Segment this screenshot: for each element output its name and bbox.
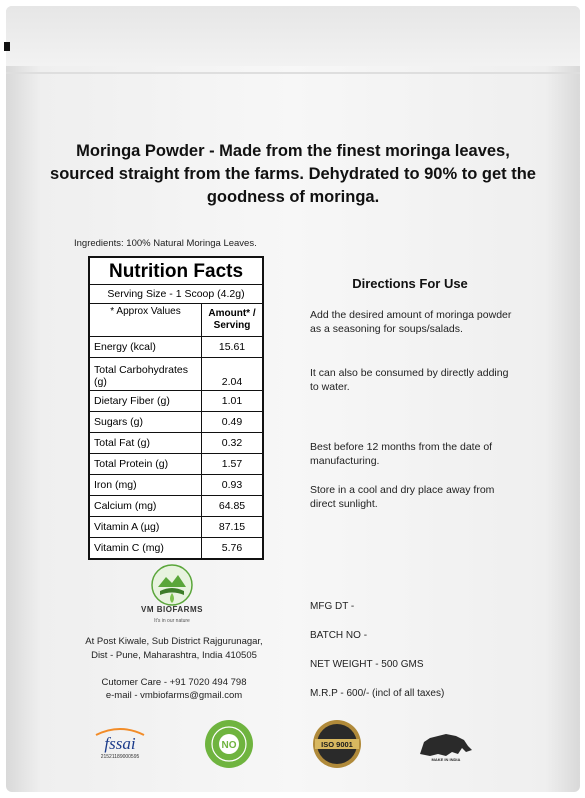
storage-text: Store in a cool and dry place away from direct sunlight. xyxy=(310,484,495,510)
nutrition-row xyxy=(90,538,262,559)
tear-notch xyxy=(4,42,10,51)
nutrition-row xyxy=(90,475,262,496)
directions-title: Directions For Use xyxy=(352,276,468,291)
nutrient-value: 64.85 xyxy=(202,496,263,517)
pouch-seal xyxy=(6,72,580,74)
nutrition-facts-panel xyxy=(88,256,264,560)
nutrient-label: Energy (kcal) xyxy=(90,337,202,358)
nutrition-header-row xyxy=(90,304,262,337)
nutrition-row xyxy=(90,496,262,517)
nutrition-row xyxy=(90,391,262,412)
nutrient-value: 0.32 xyxy=(202,433,263,454)
nutrient-value: 87.15 xyxy=(202,517,263,538)
customer-care: Cutomer Care - +91 7020 494 798 xyxy=(101,677,247,688)
nutrient-value: 15.61 xyxy=(202,337,263,358)
net-weight: NET WEIGHT - 500 GMS xyxy=(310,659,424,670)
iso-text: ISO 9001 xyxy=(321,740,353,749)
nutrient-label: Vitamin A (µg) xyxy=(90,517,202,538)
iso-9001-badge-icon xyxy=(311,718,363,770)
col-label-header: * Approx Values xyxy=(90,304,202,337)
nutrition-row xyxy=(90,454,262,475)
make-in-india-text: MAKE IN INDIA xyxy=(431,757,461,762)
fssai-text: fssai xyxy=(104,734,136,753)
nutrition-row xyxy=(90,517,262,538)
mrp: M.R.P - 600/- (incl of all taxes) xyxy=(310,688,445,699)
make-in-india-lion-icon xyxy=(416,728,476,762)
nutrient-label: Sugars (g) xyxy=(90,412,202,433)
nutrition-row xyxy=(90,433,262,454)
nutrition-row xyxy=(90,412,262,433)
address-line-1: At Post Kiwale, Sub District Rajgurunagar, xyxy=(85,636,263,647)
nutrient-value: 1.57 xyxy=(202,454,263,475)
brand-name: VM BIOFARMS xyxy=(141,605,203,614)
no-preservatives-text: NO xyxy=(221,740,237,751)
nutrient-value: 1.01 xyxy=(202,391,263,412)
address-line-2: Dist - Pune, Maharashtra, India 410505 xyxy=(91,650,257,661)
serving-size: Serving Size - 1 Scoop (4.2g) xyxy=(90,285,262,304)
no-preservatives-badge-icon xyxy=(203,718,255,770)
nutrient-label: Total Carbohydrates (g) xyxy=(90,358,202,391)
nutrient-value: 0.93 xyxy=(202,475,263,496)
col-amount-header: Amount* / Serving xyxy=(202,304,263,337)
nutrition-row xyxy=(90,337,262,358)
product-headline: Moringa Powder - Made from the finest moringa leaves, sourced straight from the farms. Dehydrated to 90% to get the goodness of moringa. xyxy=(50,142,536,206)
pouch-top xyxy=(6,6,580,66)
best-before-text: Best before 12 months from the date of manufacturing. xyxy=(310,441,493,467)
nutrient-value: 5.76 xyxy=(202,538,263,559)
contact-email: e-mail - vmbiofarms@gmail.com xyxy=(105,690,243,701)
nutrient-label: Iron (mg) xyxy=(90,475,202,496)
nutrition-title: Nutrition Facts xyxy=(90,258,262,285)
fssai-logo-icon xyxy=(92,725,148,761)
nutrient-label: Calcium (mg) xyxy=(90,496,202,517)
nutrition-table xyxy=(90,304,262,558)
nutrition-row xyxy=(90,358,262,391)
vm-biofarms-logo-icon xyxy=(150,563,194,607)
ingredients-text: Ingredients: 100% Natural Moringa Leaves. xyxy=(74,238,257,249)
brand-tagline: It's in our nature xyxy=(154,618,190,624)
nutrient-label: Total Protein (g) xyxy=(90,454,202,475)
nutrient-label: Total Fat (g) xyxy=(90,433,202,454)
batch-number: BATCH NO - xyxy=(310,630,368,641)
directions-step-2: It can also be consumed by directly adding to water. xyxy=(310,367,509,393)
address xyxy=(74,635,274,663)
nutrient-value: 0.49 xyxy=(202,412,263,433)
directions-step-1: Add the desired amount of moringa powder as a seasoning for soups/salads. xyxy=(310,309,512,335)
mfg-date: MFG DT - xyxy=(310,601,355,612)
fssai-number: 21521189000595 xyxy=(100,754,140,760)
nutrient-label: Dietary Fiber (g) xyxy=(90,391,202,412)
nutrient-value: 2.04 xyxy=(202,358,263,391)
contact-info xyxy=(74,676,274,702)
nutrient-label: Vitamin C (mg) xyxy=(90,538,202,559)
